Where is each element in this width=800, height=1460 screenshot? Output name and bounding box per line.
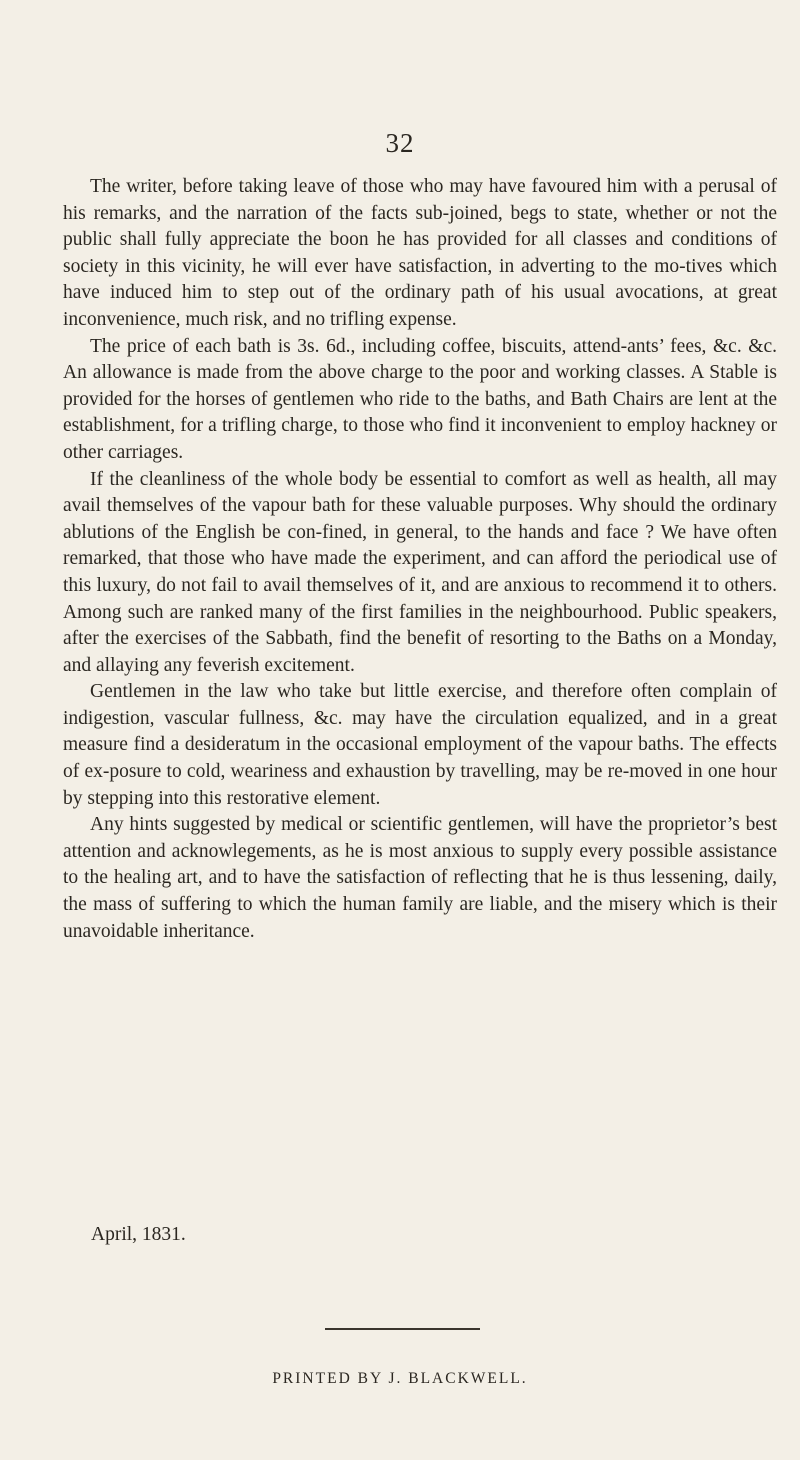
dateline: April, 1831. bbox=[91, 1224, 186, 1245]
paragraph: Gentlemen in the law who take but little exercise, and therefore often complain of indigestion, vascular fullness, &c. may have the circulation equalized, and in a great measure find a desideratum in the occasional employment of the vapour baths. The effects of ex-posure to cold, weariness and exhaustion by travelling, may be re-moved in one hour by stepping into this restorative element. bbox=[63, 681, 777, 809]
paragraph: Any hints suggested by medical or scientific gentlemen, will have the proprietor’s best attention and acknowlegements, as he is most anxious to supply every possible assistance to the healing art, and to have the satisfaction of reflecting that he is thus lessening, daily, the mass of suffering to which the human family are liable, and the misery which is their unavoidable inheritance. bbox=[63, 814, 777, 942]
page-number: 32 bbox=[385, 128, 415, 158]
paragraph: The price of each bath is 3s. 6d., including coffee, biscuits, attend-ants’ fees, &c. &c. An allowance is made from the above charge to the poor and working classes. A Stable is provided for the horses of gentlemen who ride to the baths, and Bath Chairs are lent at the establishment, for a trifling charge, to those who find it inconvenient to employ hackney or other carriages. bbox=[63, 335, 777, 463]
horizontal-rule bbox=[325, 1328, 480, 1330]
paragraph: If the cleanliness of the whole body be essential to comfort as well as health, all may avail themselves of the vapour bath for these valuable purposes. Why should the ordinary ablutions of the English be con-fined, in general, to the hands and face ? We have often remarked, that those who have made the experiment, and can afford the periodical use of this luxury, do not fail to avail themselves of it, and are anxious to recommend it to others. Among such are ranked many of the first families in the neighbourhood. Public speakers, after the exercises of the Sabbath, find the benefit of resorting to the Baths on a Monday, and allaying any feverish excitement. bbox=[63, 468, 777, 676]
paragraph: The writer, before taking leave of those who may have favoured him with a perusal of his remarks, and the narration of the facts sub-joined, begs to state, whether or not the public shall fully appreciate the boon he has provided for all classes and conditions of society in this vicinity, he will ever have satisfaction, in adverting to the mo-tives which have induced him to step out of the ordinary path of his usual avocations, at great inconvenience, much risk, and no trifling expense. bbox=[63, 176, 777, 330]
body-text bbox=[63, 174, 777, 945]
printer-imprint: PRINTED BY J. BLACKWELL. bbox=[272, 1370, 528, 1387]
